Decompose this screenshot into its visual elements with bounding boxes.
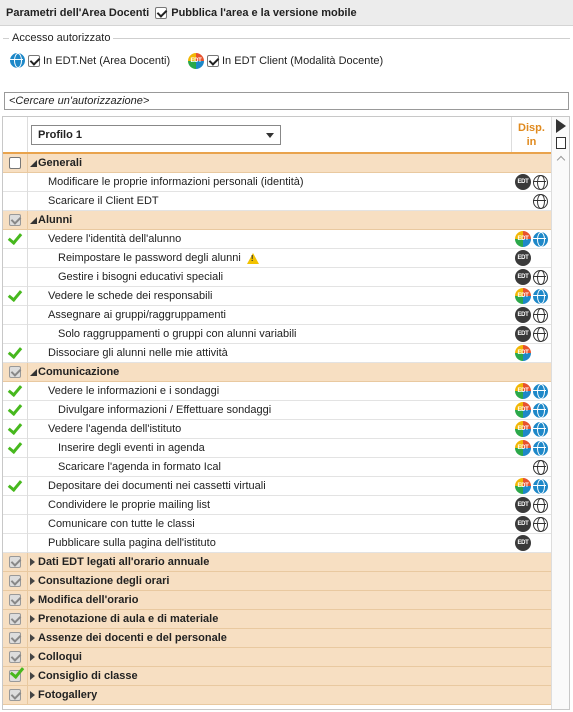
category-row[interactable] — [3, 629, 551, 648]
scroll-up-icon[interactable] — [557, 156, 565, 164]
row-check-cell[interactable] — [3, 249, 28, 268]
row-check-cell[interactable] — [3, 173, 28, 192]
expand-icon[interactable] — [30, 691, 35, 699]
globe-icon — [533, 194, 548, 209]
category-checkbox[interactable] — [9, 689, 21, 701]
row-check-cell[interactable] — [3, 553, 28, 572]
category-checkbox[interactable] — [9, 157, 21, 169]
row-label: Vedere le schede dei responsabili — [48, 290, 213, 302]
availability-icons — [511, 287, 551, 306]
top-bar — [0, 0, 573, 26]
edt-icon: EDT — [515, 535, 531, 551]
row-check-cell[interactable] — [3, 629, 28, 648]
category-checkbox[interactable] — [9, 613, 21, 625]
category-checkbox[interactable] — [9, 556, 21, 568]
access-client — [188, 53, 383, 69]
availability-icons — [511, 553, 551, 572]
permission-row[interactable] — [3, 534, 551, 553]
availability-icons — [511, 648, 551, 667]
globe-icon — [533, 175, 548, 190]
collapse-icon[interactable] — [30, 217, 37, 224]
collapse-icon[interactable] — [30, 369, 37, 376]
row-label: Modificare le proprie informazioni personali (identità) — [48, 176, 304, 188]
edt-icon: EDT — [515, 402, 531, 418]
row-label: Inserire degli eventi in agenda — [58, 442, 205, 454]
row-check-cell[interactable] — [3, 477, 28, 496]
edt-icon: EDT — [515, 497, 531, 513]
check-icon — [10, 664, 24, 679]
permission-row[interactable] — [3, 401, 551, 420]
row-check-cell[interactable] — [3, 268, 28, 287]
availability-icons — [511, 363, 551, 382]
check-icon — [8, 343, 22, 358]
row-check-cell[interactable] — [3, 344, 28, 363]
permission-row[interactable] — [3, 249, 551, 268]
category-checkbox[interactable] — [9, 366, 21, 378]
page-title: Parametri dell'Area Docenti — [6, 6, 150, 19]
check-icon — [8, 381, 22, 396]
globe-icon — [533, 270, 548, 285]
edt-icon: EDT — [515, 478, 531, 494]
row-check-cell[interactable] — [3, 572, 28, 591]
edt-icon: EDT — [515, 250, 531, 266]
client-checkbox[interactable] — [207, 55, 219, 67]
publish-checkbox[interactable] — [155, 7, 167, 19]
permission-row[interactable] — [3, 420, 551, 439]
row-check-cell[interactable] — [3, 515, 28, 534]
availability-icons — [511, 420, 551, 439]
availability-icons — [511, 325, 551, 344]
availability-icons — [511, 477, 551, 496]
row-check-cell[interactable] — [3, 287, 28, 306]
availability-icons — [511, 306, 551, 325]
row-label: Scaricare l'agenda in formato Ical — [58, 461, 221, 473]
globe-icon — [533, 384, 548, 399]
side-toolbar — [551, 117, 570, 710]
availability-icons — [511, 344, 551, 363]
edt-icon: EDT — [515, 174, 531, 190]
category-checkbox[interactable] — [9, 594, 21, 606]
row-label: Gestire i bisogni educativi speciali — [58, 271, 224, 283]
availability-icons — [511, 667, 551, 686]
category-row[interactable] — [3, 363, 551, 382]
globe-icon — [533, 498, 548, 513]
row-label: Generali — [38, 157, 83, 169]
globe-icon — [533, 479, 548, 494]
row-label: Alunni — [38, 214, 73, 226]
grid-header — [3, 117, 551, 154]
availability-icons — [511, 211, 551, 230]
check-icon — [8, 286, 22, 301]
search-input[interactable]: <Cercare un'autorizzazione> — [4, 92, 569, 110]
access-legend: Accesso autorizzato — [9, 32, 113, 44]
availability-icons — [511, 629, 551, 648]
availability-icons — [511, 572, 551, 591]
row-label: Dissociare gli alunni nelle mie attività — [48, 347, 228, 359]
globe-icon — [533, 308, 548, 323]
row-check-cell[interactable] — [3, 610, 28, 629]
row-label: Reimpostare le password degli alunni — [58, 252, 241, 264]
row-check-cell[interactable] — [3, 667, 28, 686]
permission-row[interactable] — [3, 515, 551, 534]
row-label: Comunicare con tutte le classi — [48, 518, 195, 530]
category-row[interactable] — [3, 667, 551, 686]
disp-header: Disp. in — [511, 117, 551, 152]
grid-rows — [3, 154, 551, 705]
access-net — [10, 53, 170, 68]
globe-icon — [533, 403, 548, 418]
row-label: Condividere le proprie mailing list — [48, 499, 211, 511]
edt-icon: EDT — [515, 383, 531, 399]
row-check-cell[interactable] — [3, 686, 28, 705]
chevron-down-icon — [266, 133, 274, 138]
permission-row[interactable] — [3, 306, 551, 325]
expand-icon[interactable] — [30, 577, 35, 585]
globe-icon — [533, 289, 548, 304]
warning-icon — [247, 253, 259, 264]
row-label: Depositare dei documenti nei cassetti virtuali — [48, 480, 266, 492]
category-row[interactable] — [3, 154, 551, 173]
row-label: Fotogallery — [38, 689, 98, 701]
row-check-cell[interactable] — [3, 534, 28, 553]
edt-icon: EDT — [515, 307, 531, 323]
permission-row[interactable] — [3, 173, 551, 192]
row-label: Divulgare informazioni / Effettuare sondaggi — [58, 404, 272, 416]
profile-value: Profilo 1 — [38, 129, 83, 141]
expand-icon[interactable] — [30, 558, 35, 566]
permissions-grid — [2, 116, 570, 710]
permission-row[interactable] — [3, 287, 551, 306]
row-label: Solo raggruppamenti o gruppi con alunni variabili — [58, 328, 297, 340]
category-row[interactable] — [3, 211, 551, 230]
check-icon — [8, 419, 22, 434]
availability-icons — [511, 249, 551, 268]
check-icon — [8, 438, 22, 453]
category-row[interactable] — [3, 648, 551, 667]
row-label: Consiglio di classe — [38, 670, 138, 682]
check-icon — [8, 229, 22, 244]
row-check-cell[interactable] — [3, 363, 28, 382]
permission-row[interactable] — [3, 439, 551, 458]
check-icon — [8, 476, 22, 491]
permission-row[interactable] — [3, 325, 551, 344]
row-label: Modifica dell'orario — [38, 594, 139, 606]
row-check-cell[interactable] — [3, 382, 28, 401]
globe-icon — [533, 517, 548, 532]
row-check-cell[interactable] — [3, 211, 28, 230]
copy-icon[interactable] — [556, 137, 566, 149]
row-label: Prenotazione di aula e di materiale — [38, 613, 219, 625]
row-check-cell[interactable] — [3, 154, 28, 173]
category-checkbox[interactable] — [9, 214, 21, 226]
availability-icons — [511, 496, 551, 515]
availability-icons — [511, 591, 551, 610]
availability-icons — [511, 515, 551, 534]
edt-icon: EDT — [515, 421, 531, 437]
availability-icons — [511, 268, 551, 287]
publish-label: Pubblica l'area e la versione mobile — [171, 6, 357, 19]
row-check-cell[interactable] — [3, 439, 28, 458]
row-check-cell[interactable] — [3, 496, 28, 515]
edt-icon: EDT — [188, 53, 204, 69]
permission-row[interactable] — [3, 382, 551, 401]
row-label: Vedere l'identità dell'alunno — [48, 233, 182, 245]
globe-icon — [533, 441, 548, 456]
permission-row[interactable] — [3, 477, 551, 496]
row-check-cell[interactable] — [3, 420, 28, 439]
row-label: Dati EDT legati all'orario annuale — [38, 556, 210, 568]
availability-icons — [511, 610, 551, 629]
availability-icons — [511, 686, 551, 705]
expand-icon[interactable] — [30, 615, 35, 623]
edt-icon: EDT — [515, 231, 531, 247]
row-check-cell[interactable] — [3, 192, 28, 211]
row-label: Vedere l'agenda dell'istituto — [48, 423, 182, 435]
row-label: Assenze dei docenti e del personale — [38, 632, 227, 644]
row-check-cell[interactable] — [3, 230, 28, 249]
row-check-cell[interactable] — [3, 591, 28, 610]
permission-row[interactable] — [3, 192, 551, 211]
expand-icon[interactable] — [30, 634, 35, 642]
row-label: Pubblicare sulla pagina dell'istituto — [48, 537, 216, 549]
edt-icon: EDT — [515, 516, 531, 532]
collapse-icon[interactable] — [30, 160, 37, 167]
globe-icon — [533, 422, 548, 437]
profile-select[interactable] — [31, 125, 281, 145]
check-icon — [8, 400, 22, 415]
edt-icon: EDT — [515, 326, 531, 342]
availability-icons — [511, 534, 551, 553]
row-label: Scaricare il Client EDT — [48, 195, 159, 207]
globe-icon — [533, 327, 548, 342]
category-row[interactable] — [3, 553, 551, 572]
globe-icon — [533, 232, 548, 247]
category-checkbox[interactable] — [9, 651, 21, 663]
availability-icons — [511, 154, 551, 173]
category-checkbox[interactable] — [9, 670, 21, 682]
row-label: Vedere le informazioni e i sondaggi — [48, 385, 220, 397]
expand-icon[interactable] — [30, 672, 35, 680]
row-check-cell[interactable] — [3, 306, 28, 325]
globe-icon — [10, 53, 25, 68]
access-group — [3, 32, 570, 84]
permission-row[interactable] — [3, 268, 551, 287]
row-label: Comunicazione — [38, 366, 120, 378]
permission-row[interactable] — [3, 458, 551, 477]
permission-row[interactable] — [3, 230, 551, 249]
category-checkbox[interactable] — [9, 632, 21, 644]
edt-icon: EDT — [515, 269, 531, 285]
category-row[interactable] — [3, 610, 551, 629]
play-icon[interactable] — [556, 119, 566, 133]
net-label: In EDT.Net (Area Docenti) — [43, 54, 171, 67]
permission-row[interactable] — [3, 496, 551, 515]
availability-icons — [511, 382, 551, 401]
row-check-cell[interactable] — [3, 648, 28, 667]
edt-icon: EDT — [515, 345, 531, 361]
row-label: Consultazione degli orari — [38, 575, 170, 587]
category-row[interactable] — [3, 572, 551, 591]
globe-icon — [533, 460, 548, 475]
availability-icons — [511, 230, 551, 249]
category-row[interactable] — [3, 686, 551, 705]
row-check-cell[interactable] — [3, 325, 28, 344]
availability-icons — [511, 439, 551, 458]
edt-icon: EDT — [515, 440, 531, 456]
expand-icon[interactable] — [30, 596, 35, 604]
permission-row[interactable] — [3, 344, 551, 363]
availability-icons — [511, 458, 551, 477]
edt-icon: EDT — [515, 288, 531, 304]
category-checkbox[interactable] — [9, 575, 21, 587]
category-row[interactable] — [3, 591, 551, 610]
row-label: Colloqui — [38, 651, 82, 663]
net-checkbox[interactable] — [28, 55, 40, 67]
row-label: Assegnare ai gruppi/raggruppamenti — [48, 309, 226, 321]
row-check-cell[interactable] — [3, 401, 28, 420]
availability-icons — [511, 192, 551, 211]
availability-icons — [511, 173, 551, 192]
expand-icon[interactable] — [30, 653, 35, 661]
row-check-cell[interactable] — [3, 458, 28, 477]
client-label: In EDT Client (Modalità Docente) — [222, 55, 384, 67]
availability-icons — [511, 401, 551, 420]
